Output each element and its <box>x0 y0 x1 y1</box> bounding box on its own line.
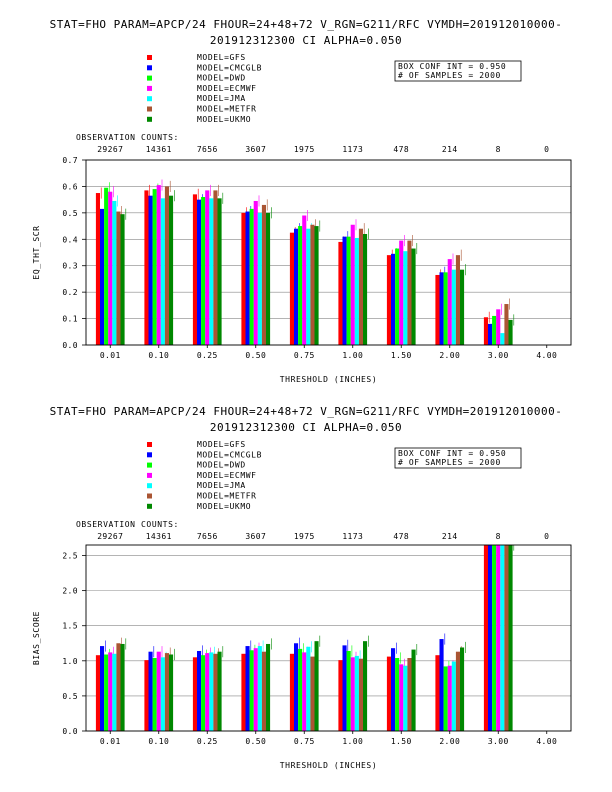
x-tick-label: 4.00 <box>536 351 558 360</box>
y-tick-label: 0.0 <box>62 727 78 736</box>
bar-model-metfr <box>116 212 120 345</box>
bar-model-ecmwf <box>157 185 161 345</box>
bar-model-gfs <box>435 275 439 345</box>
bar-model-ecmwf <box>302 216 306 346</box>
y-tick-label: 0.5 <box>62 208 78 218</box>
bar-model-jma <box>306 229 310 345</box>
legend-swatch <box>147 86 152 91</box>
bar-model-jma <box>161 657 165 731</box>
bar-model-metfr <box>213 190 217 345</box>
bar-model-ukmo <box>169 654 173 731</box>
bar-model-ecmwf <box>302 652 306 731</box>
bar-model-dwd <box>153 658 157 731</box>
y-tick-label: 2.5 <box>62 551 78 561</box>
box-info-line: # OF SAMPLES = 2000 <box>398 71 501 80</box>
obs-count-value: 1975 <box>293 532 315 541</box>
bar-model-metfr <box>456 652 460 731</box>
legend-label: MODEL=DWD <box>197 460 246 470</box>
legend-swatch <box>147 504 152 509</box>
legend-label: MODEL=CMCGLB <box>197 450 262 460</box>
y-tick-label: 0.4 <box>62 235 78 245</box>
legend-swatch <box>147 483 152 488</box>
bar-model-ukmo <box>218 652 222 731</box>
legend-swatch <box>147 107 152 112</box>
bar-model-ukmo <box>460 270 464 345</box>
legend-label: MODEL=JMA <box>197 94 246 104</box>
x-axis-label: THRESHOLD (INCHES) <box>279 375 378 384</box>
legend-label: MODEL=METFR <box>197 491 257 501</box>
bar-model-ecmwf <box>254 648 258 731</box>
legend-swatch <box>147 76 152 81</box>
bar-model-ecmwf <box>108 652 112 731</box>
bar-model-cmcglb <box>246 212 250 345</box>
bar-model-cmcglb <box>149 196 153 345</box>
bar-model-ukmo <box>460 647 464 731</box>
x-tick-label: 0.75 <box>293 737 315 746</box>
bar-model-dwd <box>444 666 448 731</box>
legend-swatch <box>147 463 152 468</box>
bar-model-ukmo <box>412 650 416 731</box>
x-tick-label: 3.00 <box>487 351 509 360</box>
obs-count-value: 478 <box>393 145 410 154</box>
x-tick-label: 0.10 <box>148 351 170 360</box>
bar-model-ecmwf <box>351 657 355 731</box>
bar-model-cmcglb <box>294 229 298 345</box>
bar-model-dwd <box>347 237 351 345</box>
legend-swatch <box>147 65 152 70</box>
y-tick-label: 0.7 <box>62 156 78 165</box>
bar-model-metfr <box>407 658 411 731</box>
bar-model-gfs <box>96 193 100 345</box>
bar-model-gfs <box>96 655 100 731</box>
bar-model-metfr <box>165 186 169 345</box>
obs-count-value: 0 <box>544 532 550 541</box>
obs-count-value: 29267 <box>97 532 124 541</box>
bar-model-ecmwf <box>108 192 112 345</box>
bar-model-ukmo <box>315 226 319 345</box>
bar-model-jma <box>355 238 359 345</box>
bar-model-ecmwf <box>205 653 209 731</box>
obs-count-value: 29267 <box>97 145 124 154</box>
x-tick-label: 0.50 <box>245 737 267 746</box>
y-tick-label: 0.1 <box>62 314 78 324</box>
y-tick-label: 0.6 <box>62 182 78 192</box>
legend-swatch <box>147 96 152 101</box>
bar-model-jma <box>452 662 456 731</box>
legend-label: MODEL=UKMO <box>197 501 252 511</box>
bar-model-dwd <box>347 651 351 731</box>
obs-count-value: 8 <box>495 145 501 154</box>
bar-model-ukmo <box>121 644 125 731</box>
box-info-line: BOX CONF INT = 0.950 <box>398 449 507 458</box>
bar-model-metfr <box>310 225 314 345</box>
legend-label: MODEL=UKMO <box>197 114 252 124</box>
bar-model-ukmo <box>509 320 513 345</box>
x-tick-label: 1.00 <box>342 737 364 746</box>
box-info-line: BOX CONF INT = 0.950 <box>398 62 507 71</box>
chart-title-line1: STAT=FHO PARAM=APCP/24 FHOUR=24+48+72 V_RGN=G211/RFC VYMDH=201912010000- <box>49 18 563 31</box>
bar-model-ukmo <box>509 545 513 731</box>
chart-panel-1 <box>32 18 571 384</box>
bar-model-gfs <box>338 242 342 345</box>
x-tick-label: 0.50 <box>245 351 267 360</box>
obs-count-value: 1173 <box>342 145 364 154</box>
bar-model-ecmwf <box>399 241 403 345</box>
bar-model-ecmwf <box>448 666 452 731</box>
bar-model-jma <box>403 666 407 731</box>
bar-model-metfr <box>310 657 314 731</box>
legend-label: MODEL=GFS <box>197 440 246 449</box>
chart-panel-2 <box>32 405 571 770</box>
legend-label: MODEL=ECMWF <box>197 83 257 93</box>
bar-model-gfs <box>144 190 148 345</box>
bar-model-ukmo <box>121 214 125 345</box>
obs-count-value: 8 <box>495 532 501 541</box>
legend-label: MODEL=DWD <box>197 73 246 83</box>
bar-model-jma <box>403 251 407 345</box>
bar-model-gfs <box>484 317 488 345</box>
bar-model-dwd <box>298 649 302 731</box>
x-tick-label: 3.00 <box>487 737 509 746</box>
bar-model-ukmo <box>363 234 367 345</box>
y-tick-label: 2.0 <box>62 586 78 596</box>
legend-swatch <box>147 494 152 499</box>
x-tick-label: 1.50 <box>390 737 412 746</box>
bar-model-metfr <box>213 654 217 731</box>
legend-swatch <box>147 473 152 478</box>
bar-model-ukmo <box>315 641 319 731</box>
obs-count-value: 14361 <box>145 532 172 541</box>
bar-model-gfs <box>193 657 197 731</box>
bar-model-metfr <box>504 304 508 345</box>
obs-count-value: 7656 <box>196 145 218 154</box>
bar-model-metfr <box>456 255 460 345</box>
x-tick-label: 1.00 <box>342 351 364 360</box>
obs-count-value: 3607 <box>245 145 267 154</box>
bar-model-gfs <box>290 233 294 345</box>
bar-model-dwd <box>395 658 399 731</box>
bar-model-ecmwf <box>351 225 355 345</box>
bar-model-jma <box>452 270 456 345</box>
y-tick-label: 0.0 <box>62 341 78 350</box>
legend-label: MODEL=ECMWF <box>197 470 257 480</box>
bar-model-ecmwf <box>157 652 161 731</box>
bar-model-dwd <box>298 226 302 345</box>
obs-count-value: 478 <box>393 532 410 541</box>
x-tick-label: 1.50 <box>390 351 412 360</box>
x-tick-label: 0.01 <box>99 351 121 360</box>
obs-count-value: 3607 <box>245 532 267 541</box>
bar-model-metfr <box>504 545 508 731</box>
x-tick-label: 0.01 <box>99 737 121 746</box>
bar-model-cmcglb <box>440 639 444 731</box>
x-axis-label: THRESHOLD (INCHES) <box>279 761 378 770</box>
bar-model-cmcglb <box>391 648 395 731</box>
bar-model-cmcglb <box>100 646 104 731</box>
bar-model-gfs <box>193 194 197 345</box>
bar-model-dwd <box>492 316 496 345</box>
bar-model-ecmwf <box>448 259 452 345</box>
bar-model-dwd <box>201 655 205 731</box>
bar-model-cmcglb <box>197 651 201 731</box>
bar-model-cmcglb <box>343 237 347 345</box>
bar-model-ukmo <box>218 198 222 345</box>
chart-title-line2: 201912312300 CI ALPHA=0.050 <box>209 34 403 47</box>
y-tick-label: 1.0 <box>62 656 78 666</box>
legend-swatch <box>147 117 152 122</box>
bar-model-metfr <box>407 241 411 345</box>
bar-model-jma <box>355 656 359 731</box>
y-axis-label: BIAS_SCORE <box>32 610 41 666</box>
bar-model-jma <box>209 198 213 345</box>
bar-model-dwd <box>104 654 108 731</box>
x-tick-label: 0.75 <box>293 351 315 360</box>
bar-model-metfr <box>359 229 363 345</box>
legend-label: MODEL=JMA <box>197 481 246 491</box>
bar-model-cmcglb <box>391 254 395 345</box>
x-tick-label: 2.00 <box>439 737 461 746</box>
obs-count-value: 214 <box>441 145 458 154</box>
bar-model-jma <box>161 198 165 345</box>
obs-count-value: 1975 <box>293 145 315 154</box>
y-tick-label: 0.5 <box>62 691 78 701</box>
bar-model-ecmwf <box>399 664 403 731</box>
y-tick-label: 0.3 <box>62 261 78 271</box>
bar-model-jma <box>258 646 262 731</box>
legend-label: MODEL=GFS <box>197 53 246 62</box>
bar-model-ukmo <box>169 196 173 345</box>
bar-model-cmcglb <box>440 272 444 345</box>
bar-model-dwd <box>395 249 399 345</box>
bar-model-dwd <box>492 545 496 731</box>
bar-model-metfr <box>165 653 169 731</box>
x-tick-label: 0.25 <box>196 737 218 746</box>
obs-count-value: 14361 <box>145 145 172 154</box>
bar-model-jma <box>209 652 213 731</box>
bar-model-metfr <box>116 643 120 731</box>
bar-model-gfs <box>387 657 391 731</box>
legend-label: MODEL=METFR <box>197 104 257 114</box>
x-tick-label: 2.00 <box>439 351 461 360</box>
x-tick-label: 0.10 <box>148 737 170 746</box>
bar-model-ecmwf <box>254 201 258 345</box>
bar-model-jma <box>112 201 116 345</box>
obs-count-value: 7656 <box>196 532 218 541</box>
bar-model-ukmo <box>266 644 270 731</box>
bar-model-dwd <box>250 650 254 731</box>
bar-model-metfr <box>262 205 266 345</box>
obs-counts-label: OBSERVATION COUNTS: <box>76 133 179 142</box>
obs-count-value: 0 <box>544 145 550 154</box>
bar-model-metfr <box>359 659 363 731</box>
bar-model-jma <box>500 545 504 731</box>
bar-model-dwd <box>201 197 205 345</box>
bar-model-ukmo <box>266 213 270 345</box>
bar-model-gfs <box>241 213 245 345</box>
bar-model-cmcglb <box>197 200 201 345</box>
bar-model-gfs <box>338 660 342 731</box>
bar-model-cmcglb <box>488 324 492 345</box>
bar-model-metfr <box>262 652 266 731</box>
bar-model-jma <box>258 213 262 345</box>
bar-model-gfs <box>241 654 245 731</box>
y-axis-label: EQ_THT_SCR <box>32 225 41 280</box>
bar-model-jma <box>112 654 116 731</box>
legend-swatch <box>147 452 152 457</box>
bar-model-jma <box>306 647 310 731</box>
bar-model-gfs <box>387 255 391 345</box>
obs-counts-label: OBSERVATION COUNTS: <box>76 520 179 529</box>
bar-model-dwd <box>153 189 157 345</box>
bar-model-gfs <box>290 654 294 731</box>
bar-model-jma <box>500 333 504 345</box>
bar-model-cmcglb <box>149 652 153 731</box>
legend-label: MODEL=CMCGLB <box>197 63 262 73</box>
bar-model-gfs <box>484 545 488 731</box>
bar-model-ukmo <box>412 249 416 345</box>
bar-model-dwd <box>104 188 108 345</box>
x-tick-label: 0.25 <box>196 351 218 360</box>
legend-swatch <box>147 442 152 447</box>
chart-title-line2: 201912312300 CI ALPHA=0.050 <box>209 421 403 434</box>
bar-model-cmcglb <box>246 646 250 731</box>
bar-model-cmcglb <box>294 643 298 731</box>
bar-model-ukmo <box>363 641 367 731</box>
bar-model-ecmwf <box>496 545 500 731</box>
y-tick-label: 1.5 <box>62 621 78 631</box>
legend-swatch <box>147 55 152 60</box>
chart-title-line1: STAT=FHO PARAM=APCP/24 FHOUR=24+48+72 V_RGN=G211/RFC VYMDH=201912010000- <box>49 405 563 418</box>
obs-count-value: 214 <box>441 532 458 541</box>
y-tick-label: 0.2 <box>62 288 78 298</box>
bar-model-gfs <box>435 655 439 731</box>
box-info-line: # OF SAMPLES = 2000 <box>398 458 501 467</box>
bar-model-cmcglb <box>488 545 492 731</box>
bar-model-dwd <box>250 209 254 345</box>
x-tick-label: 4.00 <box>536 737 558 746</box>
bar-model-ecmwf <box>496 309 500 345</box>
bar-model-cmcglb <box>343 645 347 731</box>
obs-count-value: 1173 <box>342 532 364 541</box>
bar-model-dwd <box>444 272 448 345</box>
bar-model-gfs <box>144 660 148 731</box>
bar-model-ecmwf <box>205 190 209 345</box>
bar-model-cmcglb <box>100 209 104 345</box>
